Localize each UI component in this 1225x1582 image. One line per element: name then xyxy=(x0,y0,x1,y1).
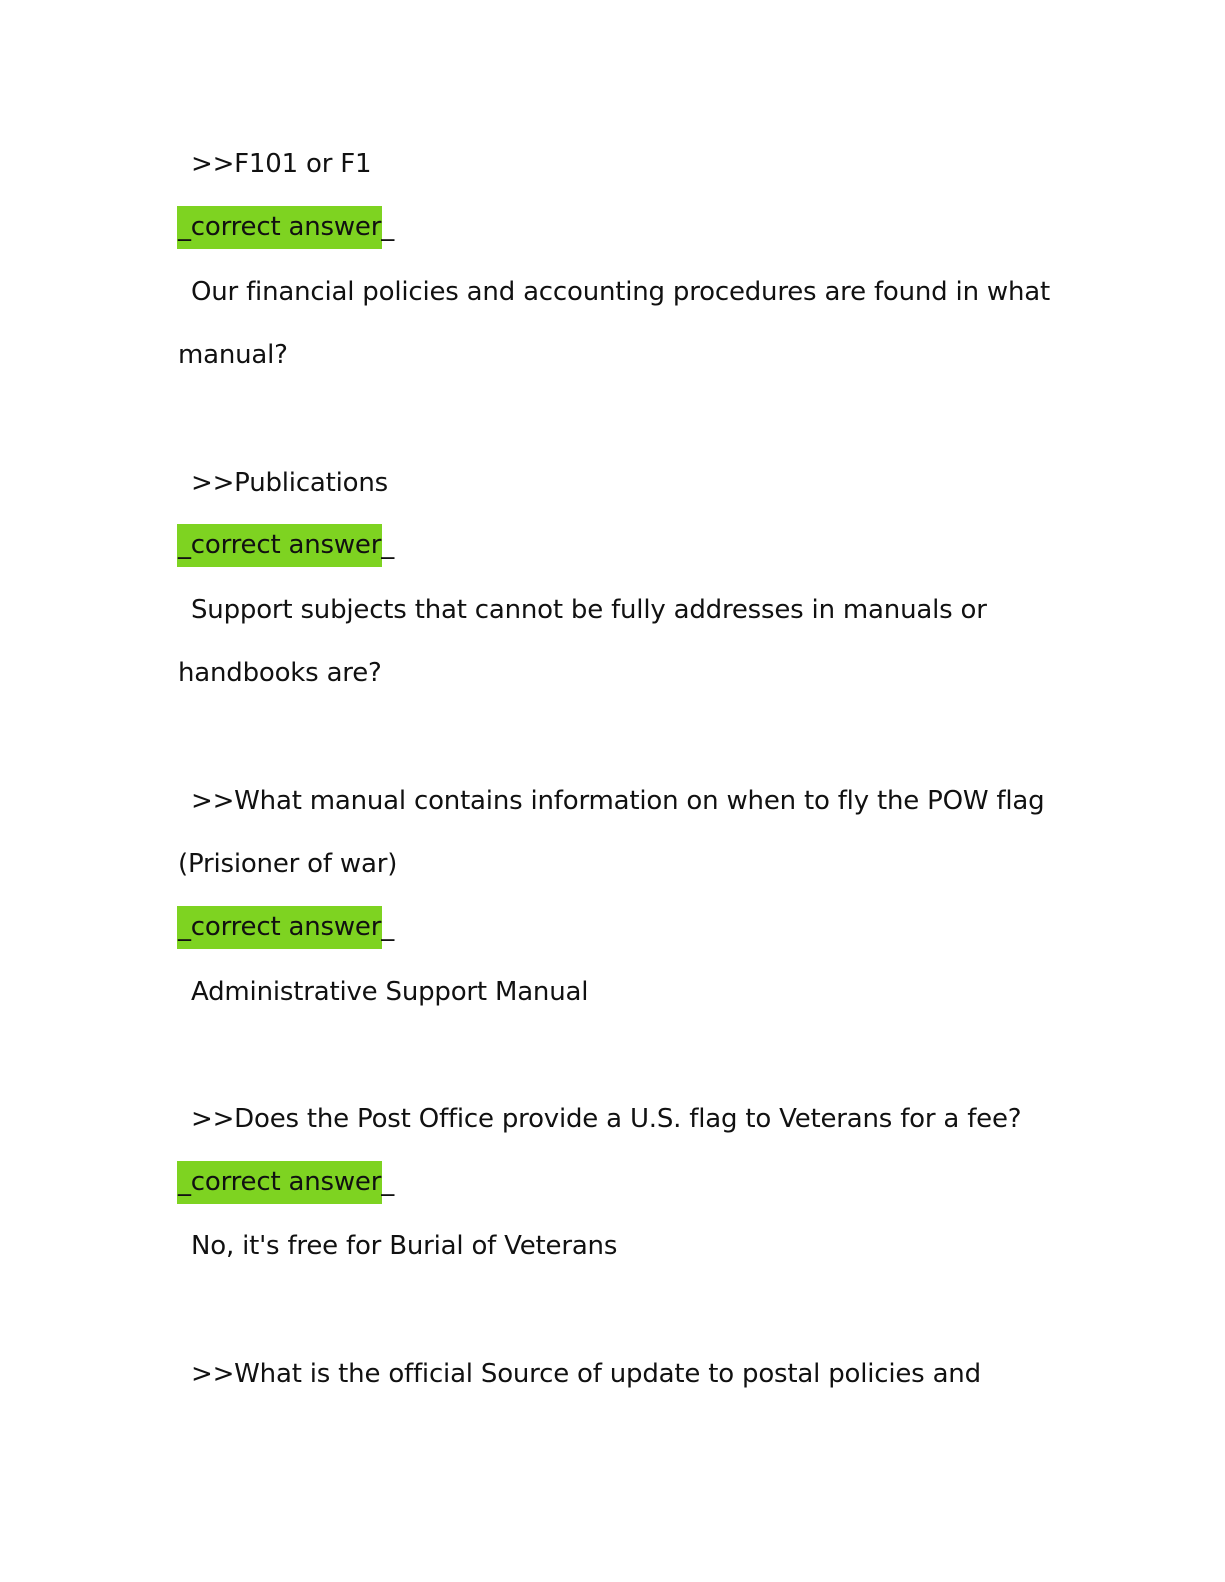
answer-line: No, it's free for Burial of Veterans xyxy=(191,1231,618,1261)
question-line: >>What manual contains information on when to fly the POW flag xyxy=(191,786,1045,816)
answer-line: handbooks are? xyxy=(178,658,382,688)
question-line: >>Publications xyxy=(191,468,388,498)
answer-line: Our financial policies and accounting procedures are found in what xyxy=(191,277,1050,307)
answer-line: Support subjects that cannot be fully addresses in manuals or xyxy=(191,595,987,625)
question-line: >>F101 or F1 xyxy=(191,149,372,179)
correct-answer-label: _correct answer_ xyxy=(177,1161,382,1204)
answer-line: manual? xyxy=(178,340,288,370)
question-line: >>What is the official Source of update to postal policies and xyxy=(191,1359,981,1389)
correct-answer-label: _correct answer_ xyxy=(177,524,382,567)
correct-answer-label: _correct answer_ xyxy=(177,206,382,249)
correct-answer-label: _correct answer_ xyxy=(177,906,382,949)
answer-line: Administrative Support Manual xyxy=(191,977,589,1007)
question-line: (Prisioner of war) xyxy=(178,849,398,879)
question-line: >>Does the Post Office provide a U.S. flag to Veterans for a fee? xyxy=(191,1104,1022,1134)
